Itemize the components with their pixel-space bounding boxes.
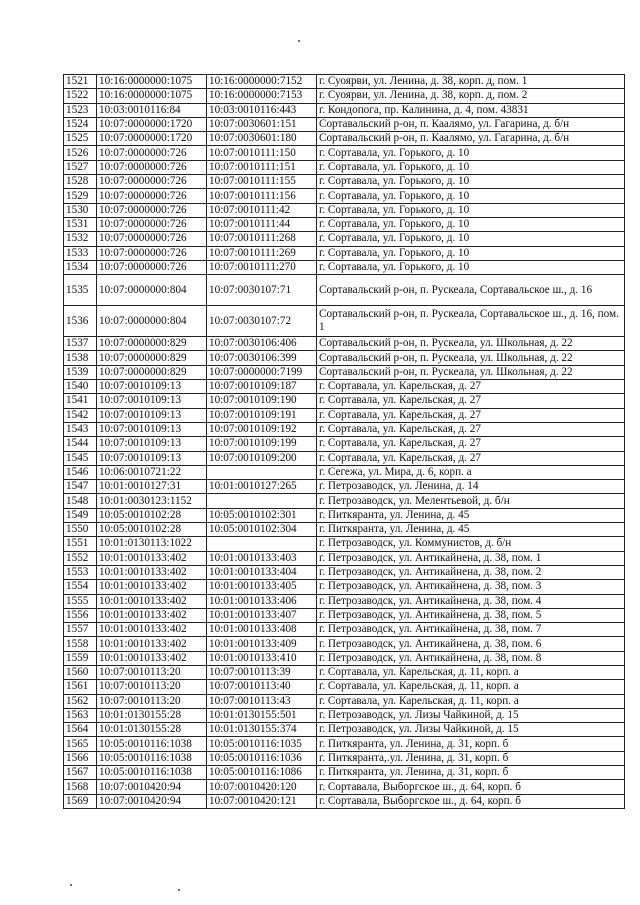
parent-cadastral-number-cell: 10:07:0000000:804	[97, 306, 207, 337]
address-cell: г. Сортавала, Выборгское ш., д. 64, корп. б	[317, 794, 625, 808]
table-row	[64, 694, 625, 708]
table-row	[64, 523, 625, 537]
row-number-cell: 1546	[64, 465, 97, 479]
parent-cadastral-number-cell: 10:07:0000000:726	[97, 189, 207, 203]
table-row	[64, 217, 625, 231]
parent-cadastral-number-cell: 10:05:0010116:1038	[97, 751, 207, 765]
row-number-cell: 1568	[64, 780, 97, 794]
row-number-cell: 1532	[64, 232, 97, 246]
table-row	[64, 365, 625, 379]
table-row	[64, 651, 625, 665]
row-number-cell: 1545	[64, 451, 97, 465]
cadastral-number-cell: 10:05:0010116:1036	[207, 751, 317, 765]
table-row	[64, 89, 625, 103]
address-cell: г. Петрозаводск, ул. Антикайнена, д. 38, пом. 2	[317, 565, 625, 579]
table-row	[64, 465, 625, 479]
row-number-cell: 1561	[64, 680, 97, 694]
cadastral-number-cell: 10:16:0000000:7153	[207, 89, 317, 103]
address-cell: г. Петрозаводск, ул. Лизы Чайкиной, д. 15	[317, 723, 625, 737]
cadastral-number-cell: 10:07:0010109:200	[207, 451, 317, 465]
row-number-cell: 1560	[64, 665, 97, 679]
cadastral-number-cell: 10:07:0010109:187	[207, 380, 317, 394]
cadastral-number-cell: 10:07:0010111:42	[207, 203, 317, 217]
parent-cadastral-number-cell: 10:01:0130155:28	[97, 723, 207, 737]
parent-cadastral-number-cell: 10:01:0010133:402	[97, 623, 207, 637]
cadastral-number-cell: 10:07:0010111:270	[207, 260, 317, 274]
table-row	[64, 380, 625, 394]
row-number-cell: 1562	[64, 694, 97, 708]
parent-cadastral-number-cell: 10:06:0010721:22	[97, 465, 207, 479]
address-cell: г. Суоярви, ул. Ленина, д. 38, корп. д, пом. 2	[317, 89, 625, 103]
address-cell: г. Кондопога, пр. Калинина, д. 4, пом. 43831	[317, 103, 625, 117]
parent-cadastral-number-cell: 10:07:0010420:94	[97, 794, 207, 808]
cadastral-number-cell: 10:07:0010109:191	[207, 408, 317, 422]
cadastral-number-cell: 10:07:0010109:190	[207, 394, 317, 408]
cadastral-number-cell: 10:07:0000000:7199	[207, 365, 317, 379]
address-cell: г. Питкяранта, ул. Ленина, д. 31, корп. б	[317, 737, 625, 751]
address-cell: г. Петрозаводск, ул. Коммунистов, д. б/н	[317, 537, 625, 551]
row-number-cell: 1564	[64, 723, 97, 737]
row-number-cell: 1538	[64, 351, 97, 365]
row-number-cell: 1528	[64, 175, 97, 189]
address-cell: г. Петрозаводск, ул. Антикайнена, д. 38, пом. 4	[317, 594, 625, 608]
address-cell: г. Сортавала, ул. Карельская, д. 11, корп. а	[317, 694, 625, 708]
table-row	[64, 351, 625, 365]
cadastral-number-cell: 10:07:0010420:120	[207, 780, 317, 794]
address-cell: г. Питкяранта, ул. Ленина, д. 31, корп. б	[317, 766, 625, 780]
cadastral-number-cell: 10:07:0010111:269	[207, 246, 317, 260]
parent-cadastral-number-cell: 10:07:0010113:20	[97, 665, 207, 679]
cadastral-number-cell: 10:07:0030107:71	[207, 275, 317, 306]
address-cell: г. Сортавала, ул. Горького, д. 10	[317, 160, 625, 174]
parent-cadastral-number-cell: 10:07:0000000:726	[97, 203, 207, 217]
row-number-cell: 1553	[64, 565, 97, 579]
table-row	[64, 480, 625, 494]
address-cell: г. Питкяранта, ул. Ленина, д. 45	[317, 523, 625, 537]
parent-cadastral-number-cell: 10:01:0010133:402	[97, 637, 207, 651]
parent-cadastral-number-cell: 10:07:0000000:726	[97, 175, 207, 189]
table-row	[64, 508, 625, 522]
table-row	[64, 103, 625, 117]
table-row	[64, 780, 625, 794]
address-cell: г. Петрозаводск, ул. Мелентьевой, д. б/н	[317, 494, 625, 508]
table-row	[64, 160, 625, 174]
address-cell: Сортавальский р-он, п. Рускеала, ул. Школьная, д. 22	[317, 365, 625, 379]
parent-cadastral-number-cell: 10:01:0010133:402	[97, 551, 207, 565]
table-row	[64, 537, 625, 551]
row-number-cell: 1559	[64, 651, 97, 665]
table-row	[64, 189, 625, 203]
parent-cadastral-number-cell: 10:01:0010133:402	[97, 651, 207, 665]
scan-speck	[178, 889, 180, 891]
parent-cadastral-number-cell: 10:16:0000000:1075	[97, 75, 207, 89]
address-cell: Сортавальский р-он, п. Рускеала, Сортавальское ш., д. 16, пом. 1	[317, 306, 625, 337]
cadastral-number-cell: 10:05:0010116:1035	[207, 737, 317, 751]
cadastral-number-cell: 10:07:0030106:399	[207, 351, 317, 365]
cadastral-number-cell: 10:03:0010116:443	[207, 103, 317, 117]
table-row	[64, 680, 625, 694]
parent-cadastral-number-cell: 10:07:0000000:726	[97, 146, 207, 160]
address-cell: г. Питкяранта, ул. Ленина, д. 45	[317, 508, 625, 522]
address-cell: г. Сортавала, Выборгское ш., д. 64, корп. б	[317, 780, 625, 794]
table-row	[64, 232, 625, 246]
parent-cadastral-number-cell: 10:07:0000000:829	[97, 337, 207, 351]
table-row	[64, 723, 625, 737]
table-row	[64, 394, 625, 408]
parent-cadastral-number-cell: 10:03:0010116:84	[97, 103, 207, 117]
cadastral-number-cell: 10:01:0010133:410	[207, 651, 317, 665]
cadastral-number-cell	[207, 537, 317, 551]
parent-cadastral-number-cell: 10:07:0000000:726	[97, 246, 207, 260]
parent-cadastral-number-cell: 10:07:0000000:1720	[97, 117, 207, 131]
row-number-cell: 1543	[64, 422, 97, 436]
table-row	[64, 751, 625, 765]
table-row	[64, 623, 625, 637]
row-number-cell: 1548	[64, 494, 97, 508]
table-row	[64, 260, 625, 274]
cadastral-number-cell: 10:07:0010111:150	[207, 146, 317, 160]
row-number-cell: 1534	[64, 260, 97, 274]
cadastral-number-cell: 10:07:0010113:39	[207, 665, 317, 679]
address-cell: г. Сортавала, ул. Горького, д. 10	[317, 175, 625, 189]
address-cell: г. Сегежа, ул. Мира, д. 6, корп. а	[317, 465, 625, 479]
parent-cadastral-number-cell: 10:01:0010133:402	[97, 594, 207, 608]
cadastral-number-cell: 10:05:0010102:301	[207, 508, 317, 522]
cadastral-number-cell: 10:07:0030106:406	[207, 337, 317, 351]
property-table	[63, 74, 625, 809]
parent-cadastral-number-cell: 10:07:0000000:726	[97, 217, 207, 231]
table-row	[64, 637, 625, 651]
cadastral-number-cell: 10:01:0010133:405	[207, 580, 317, 594]
cadastral-number-cell: 10:05:0010116:1086	[207, 766, 317, 780]
parent-cadastral-number-cell: 10:01:0130155:28	[97, 708, 207, 722]
parent-cadastral-number-cell: 10:01:0010133:402	[97, 565, 207, 579]
row-number-cell: 1527	[64, 160, 97, 174]
table-row	[64, 275, 625, 306]
address-cell: г. Питкяранта,.ул. Ленина, д. 31, корп. б	[317, 751, 625, 765]
parent-cadastral-number-cell: 10:05:0010102:28	[97, 508, 207, 522]
cadastral-number-cell: 10:16:0000000:7152	[207, 75, 317, 89]
row-number-cell: 1565	[64, 737, 97, 751]
address-cell: г. Сортавала, ул. Горького, д. 10	[317, 246, 625, 260]
scan-speck	[70, 884, 72, 886]
cadastral-number-cell: 10:07:0010113:43	[207, 694, 317, 708]
parent-cadastral-number-cell: 10:07:0000000:726	[97, 260, 207, 274]
row-number-cell: 1544	[64, 437, 97, 451]
row-number-cell: 1539	[64, 365, 97, 379]
table-row	[64, 766, 625, 780]
cadastral-number-cell: 10:05:0010102:304	[207, 523, 317, 537]
address-cell: Сортавальский р-он, п. Каалямо, ул. Гагарина, д. б/н	[317, 117, 625, 131]
cadastral-number-cell: 10:07:0010109:199	[207, 437, 317, 451]
row-number-cell: 1537	[64, 337, 97, 351]
table-row	[64, 794, 625, 808]
row-number-cell: 1566	[64, 751, 97, 765]
row-number-cell: 1540	[64, 380, 97, 394]
row-number-cell: 1547	[64, 480, 97, 494]
table-row	[64, 246, 625, 260]
address-cell: г. Сортавала, ул. Карельская, д. 27	[317, 422, 625, 436]
address-cell: г. Петрозаводск, ул. Ленина, д. 14	[317, 480, 625, 494]
address-cell: г. Петрозаводск, ул. Антикайнена, д. 38, пом. 8	[317, 651, 625, 665]
cadastral-number-cell	[207, 494, 317, 508]
table-row	[64, 708, 625, 722]
row-number-cell: 1551	[64, 537, 97, 551]
property-table-body	[64, 75, 625, 809]
table-row	[64, 175, 625, 189]
table-row	[64, 306, 625, 337]
row-number-cell: 1567	[64, 766, 97, 780]
cadastral-number-cell: 10:01:0010133:404	[207, 565, 317, 579]
table-row	[64, 337, 625, 351]
cadastral-number-cell: 10:07:0030601:151	[207, 117, 317, 131]
address-cell: г. Суоярви, ул. Ленина, д. 38, корп. д, пом. 1	[317, 75, 625, 89]
table-row	[64, 565, 625, 579]
address-cell: г. Сортавала, ул. Горького, д. 10	[317, 217, 625, 231]
parent-cadastral-number-cell: 10:01:0130113:1022	[97, 537, 207, 551]
parent-cadastral-number-cell: 10:01:0030123:1152	[97, 494, 207, 508]
cadastral-number-cell: 10:07:0010111:156	[207, 189, 317, 203]
table-row	[64, 551, 625, 565]
cadastral-number-cell	[207, 465, 317, 479]
cadastral-number-cell: 10:01:0010133:409	[207, 637, 317, 651]
row-number-cell: 1535	[64, 275, 97, 306]
parent-cadastral-number-cell: 10:01:0010133:402	[97, 580, 207, 594]
parent-cadastral-number-cell: 10:05:0010116:1038	[97, 766, 207, 780]
row-number-cell: 1523	[64, 103, 97, 117]
address-cell: г. Петрозаводск, ул. Антикайнена, д. 38, пом. 5	[317, 608, 625, 622]
table-row	[64, 437, 625, 451]
address-cell: г. Петрозаводск, ул. Антикайнена, д. 38, пом. 3	[317, 580, 625, 594]
parent-cadastral-number-cell: 10:07:0010113:20	[97, 680, 207, 694]
cadastral-number-cell: 10:01:0010133:407	[207, 608, 317, 622]
cadastral-number-cell: 10:07:0010111:151	[207, 160, 317, 174]
parent-cadastral-number-cell: 10:07:0000000:829	[97, 365, 207, 379]
row-number-cell: 1526	[64, 146, 97, 160]
parent-cadastral-number-cell: 10:07:0000000:726	[97, 160, 207, 174]
cadastral-number-cell: 10:07:0010420:121	[207, 794, 317, 808]
cadastral-number-cell: 10:07:0010113:40	[207, 680, 317, 694]
address-cell: г. Сортавала, ул. Карельская, д. 11, корп. а	[317, 680, 625, 694]
row-number-cell: 1554	[64, 580, 97, 594]
row-number-cell: 1555	[64, 594, 97, 608]
address-cell: Сортавальский р-он, п. Рускеала, ул. Школьная, д. 22	[317, 351, 625, 365]
cadastral-number-cell: 10:07:0010111:268	[207, 232, 317, 246]
row-number-cell: 1569	[64, 794, 97, 808]
address-cell: г. Сортавала, ул. Горького, д. 10	[317, 232, 625, 246]
table-row	[64, 665, 625, 679]
address-cell: г. Петрозаводск, ул. Антикайнена, д. 38, пом. 1	[317, 551, 625, 565]
parent-cadastral-number-cell: 10:07:0010109:13	[97, 422, 207, 436]
row-number-cell: 1522	[64, 89, 97, 103]
parent-cadastral-number-cell: 10:07:0000000:829	[97, 351, 207, 365]
address-cell: г. Петрозаводск, ул. Лизы Чайкиной, д. 15	[317, 708, 625, 722]
cadastral-number-cell: 10:07:0010109:192	[207, 422, 317, 436]
table-row	[64, 580, 625, 594]
table-row	[64, 737, 625, 751]
address-cell: Сортавальский р-он, п. Рускеала, Сортавальское ш., д. 16	[317, 275, 625, 306]
table-row	[64, 132, 625, 146]
address-cell: г. Сортавала, ул. Карельская, д. 27	[317, 437, 625, 451]
cadastral-number-cell: 10:07:0030601:180	[207, 132, 317, 146]
row-number-cell: 1533	[64, 246, 97, 260]
parent-cadastral-number-cell: 10:07:0010109:13	[97, 394, 207, 408]
address-cell: г. Сортавала, ул. Горького, д. 10	[317, 146, 625, 160]
cadastral-number-cell: 10:01:0010133:408	[207, 623, 317, 637]
address-cell: Сортавальский р-он, п. Каалямо, ул. Гагарина, д. б/н	[317, 132, 625, 146]
parent-cadastral-number-cell: 10:07:0010113:20	[97, 694, 207, 708]
cadastral-number-cell: 10:07:0010111:155	[207, 175, 317, 189]
parent-cadastral-number-cell: 10:07:0010109:13	[97, 380, 207, 394]
table-row	[64, 494, 625, 508]
table-row	[64, 451, 625, 465]
address-cell: г. Сортавала, ул. Горького, д. 10	[317, 189, 625, 203]
parent-cadastral-number-cell: 10:16:0000000:1075	[97, 89, 207, 103]
table-row	[64, 146, 625, 160]
parent-cadastral-number-cell: 10:07:0010109:13	[97, 408, 207, 422]
table-row	[64, 75, 625, 89]
address-cell: г. Сортавала, ул. Карельская, д. 27	[317, 451, 625, 465]
row-number-cell: 1536	[64, 306, 97, 337]
address-cell: г. Сортавала, ул. Карельская, д. 11, корп. а	[317, 665, 625, 679]
row-number-cell: 1542	[64, 408, 97, 422]
parent-cadastral-number-cell: 10:05:0010116:1038	[97, 737, 207, 751]
row-number-cell: 1552	[64, 551, 97, 565]
scan-speck	[298, 40, 300, 42]
row-number-cell: 1549	[64, 508, 97, 522]
parent-cadastral-number-cell: 10:05:0010102:28	[97, 523, 207, 537]
cadastral-number-cell: 10:01:0130155:374	[207, 723, 317, 737]
cadastral-number-cell: 10:07:0010111:44	[207, 217, 317, 231]
table-row	[64, 117, 625, 131]
cadastral-number-cell: 10:01:0130155:501	[207, 708, 317, 722]
address-cell: г. Петрозаводск, ул. Антикайнена, д. 38, пом. 6	[317, 637, 625, 651]
row-number-cell: 1529	[64, 189, 97, 203]
address-cell: Сортавальский р-он, п. Рускеала, ул. Школьная, д. 22	[317, 337, 625, 351]
parent-cadastral-number-cell: 10:07:0010420:94	[97, 780, 207, 794]
parent-cadastral-number-cell: 10:07:0000000:1720	[97, 132, 207, 146]
row-number-cell: 1521	[64, 75, 97, 89]
row-number-cell: 1558	[64, 637, 97, 651]
row-number-cell: 1556	[64, 608, 97, 622]
address-cell: г. Сортавала, ул. Горького, д. 10	[317, 260, 625, 274]
address-cell: г. Сортавала, ул. Горького, д. 10	[317, 203, 625, 217]
table-row	[64, 608, 625, 622]
row-number-cell: 1525	[64, 132, 97, 146]
parent-cadastral-number-cell: 10:07:0010109:13	[97, 451, 207, 465]
parent-cadastral-number-cell: 10:07:0000000:726	[97, 232, 207, 246]
table-row	[64, 203, 625, 217]
cadastral-number-cell: 10:01:0010127:265	[207, 480, 317, 494]
row-number-cell: 1541	[64, 394, 97, 408]
address-cell: г. Сортавала, ул. Карельская, д. 27	[317, 408, 625, 422]
table-row	[64, 594, 625, 608]
row-number-cell: 1550	[64, 523, 97, 537]
table-row	[64, 408, 625, 422]
cadastral-number-cell: 10:01:0010133:403	[207, 551, 317, 565]
row-number-cell: 1531	[64, 217, 97, 231]
address-cell: г. Сортавала, ул. Карельская, д. 27	[317, 380, 625, 394]
cadastral-number-cell: 10:01:0010133:406	[207, 594, 317, 608]
row-number-cell: 1524	[64, 117, 97, 131]
row-number-cell: 1557	[64, 623, 97, 637]
parent-cadastral-number-cell: 10:07:0010109:13	[97, 437, 207, 451]
parent-cadastral-number-cell: 10:01:0010127:31	[97, 480, 207, 494]
cadastral-number-cell: 10:07:0030107:72	[207, 306, 317, 337]
row-number-cell: 1563	[64, 708, 97, 722]
address-cell: г. Сортавала, ул. Карельская, д. 27	[317, 394, 625, 408]
parent-cadastral-number-cell: 10:07:0000000:804	[97, 275, 207, 306]
parent-cadastral-number-cell: 10:01:0010133:402	[97, 608, 207, 622]
row-number-cell: 1530	[64, 203, 97, 217]
address-cell: г. Петрозаводск, ул. Антикайнена, д. 38, пом. 7	[317, 623, 625, 637]
table-row	[64, 422, 625, 436]
